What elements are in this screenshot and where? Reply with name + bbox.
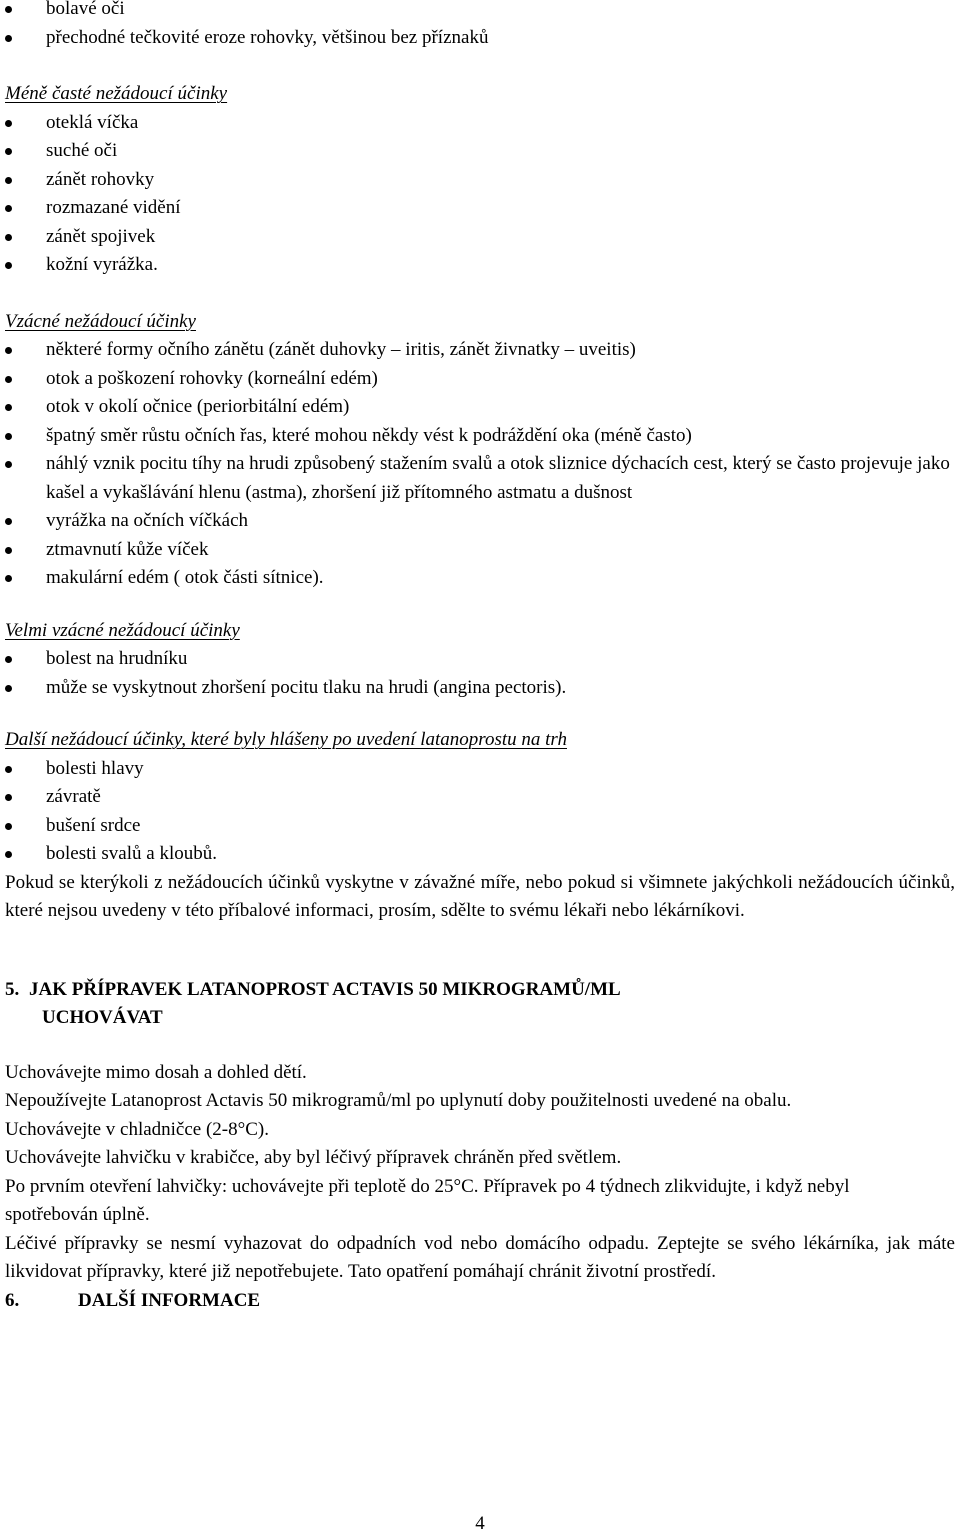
- page-number: 4: [475, 1513, 485, 1534]
- list-item: bolest na hrudníku: [5, 645, 955, 674]
- list-item: bolesti svalů a kloubů.: [5, 840, 955, 869]
- storage-line: Nepoužívejte Latanoprost Actavis 50 mikrogramů/ml po uplynutí doby použitelnosti uvedené na obalu.: [5, 1090, 792, 1111]
- post-marketing-list: [5, 755, 955, 869]
- list-item: závratě: [5, 783, 955, 812]
- list-item: rozmazané vidění: [5, 194, 955, 223]
- section-number: 5.: [5, 978, 20, 1000]
- list-item: oteklá víčka: [5, 109, 955, 138]
- list-item: otok a poškození rohovky (korneální edém): [5, 365, 955, 394]
- list-item: zánět spojivek: [5, 223, 955, 252]
- section-title-line: UCHOVÁVAT: [42, 1007, 163, 1028]
- storage-line: Uchovávejte mimo dosah a dohled dětí.: [5, 1061, 307, 1083]
- list-item: náhlý vznik pocitu tíhy na hrudi způsobený stažením svalů a otok sliznice dýchacích cest, který se často projevuje jako kašel a vykašlávání hlenu (astma), zhoršení již přítomného astmatu a dušnost: [5, 450, 955, 507]
- reporting-paragraph: Pokud se kterýkoli z nežádoucích účinků vyskytne v závažné míře, nebo pokud si všimnete jakýchkoli nežádoucích účinků, které nejsou uvedeny v této příbalové informaci, prosím, sdělte to svému lékaři nebo lékárníkovi.: [5, 871, 955, 921]
- section-5-heading: [5, 976, 955, 1033]
- very-rare-list: [5, 645, 955, 702]
- list-item: špatný směr růstu očních řas, které mohou někdy vést k podráždění oka (méně často): [5, 422, 955, 451]
- list-item: bušení srdce: [5, 812, 955, 841]
- uncommon-heading: Méně časté nežádoucí účinky: [5, 83, 228, 104]
- section-title: DALŠÍ INFORMACE: [78, 1289, 261, 1311]
- list-item: přechodné tečkovité eroze rohovky, většinou bez příznaků: [5, 24, 955, 53]
- very-rare-heading: Velmi vzácné nežádoucí účinky: [5, 619, 240, 641]
- list-item: makulární edém ( otok části sítnice).: [5, 564, 955, 593]
- list-item: některé formy očního zánětu (zánět duhovky – iritis, zánět živnatky – uveitis): [5, 336, 955, 365]
- document-page: [5, 0, 955, 1315]
- rare-list: [5, 336, 955, 593]
- list-item: bolesti hlavy: [5, 755, 955, 784]
- continued-side-effects-list: [5, 0, 955, 52]
- storage-instructions: [5, 1059, 955, 1230]
- section-6-heading: [5, 1287, 955, 1316]
- list-item: vyrážka na očních víčkách: [5, 507, 955, 536]
- section-number: 6.: [5, 1289, 20, 1311]
- list-item: ztmavnutí kůže víček: [5, 536, 955, 565]
- list-item: suché oči: [5, 137, 955, 166]
- post-marketing-heading: Další nežádoucí účinky, které byly hlášeny po uvedení latanoprostu na trh: [5, 729, 567, 750]
- list-item: bolavé oči: [5, 0, 955, 24]
- section-title-line: JAK PŘÍPRAVEK LATANOPROST ACTAVIS 50 MIKROGRAMŮ/ML: [29, 978, 621, 1000]
- list-item: kožní vyrážka.: [5, 251, 955, 280]
- storage-line: Uchovávejte lahvičku v krabičce, aby byl léčivý přípravek chráněn před světlem.: [5, 1147, 622, 1168]
- list-item: otok v okolí očnice (periorbitální edém): [5, 393, 955, 422]
- uncommon-list: [5, 109, 955, 280]
- rare-heading: Vzácné nežádoucí účinky: [5, 310, 196, 332]
- list-item: může se vyskytnout zhoršení pocitu tlaku na hrudi (angina pectoris).: [5, 674, 955, 703]
- storage-line: Uchovávejte v chladničce (2-8°C).: [5, 1118, 269, 1140]
- disposal-paragraph: Léčivé přípravky se nesmí vyhazovat do odpadních vod nebo domácího odpadu. Zeptejte se svého lékárníka, jak máte likvidovat přípravky, které již nepotřebujete. Tato opatření pomáhají chránit životní prostředí.: [5, 1232, 955, 1282]
- list-item: zánět rohovky: [5, 166, 955, 195]
- storage-line: Po prvním otevření lahvičky: uchovávejte při teplotě do 25°C. Přípravek po 4 týdnech zlikvidujte, i když nebyl spotřebován úplně.: [5, 1175, 850, 1225]
